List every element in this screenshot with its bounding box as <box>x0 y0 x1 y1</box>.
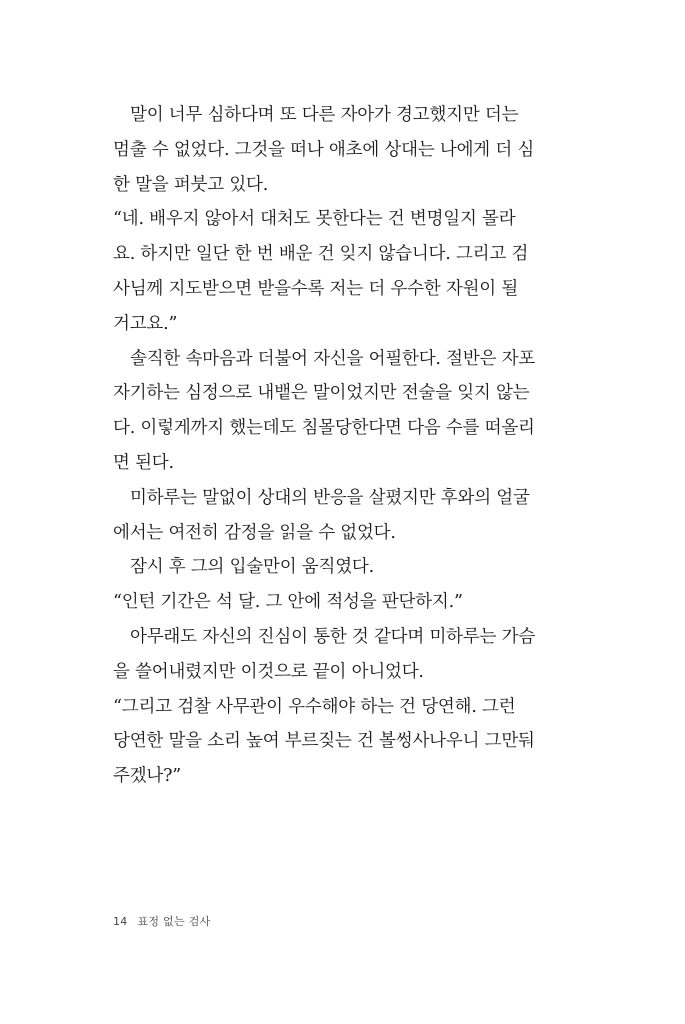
text-line: “인턴 기간은 석 달. 그 안에 적성을 판단하지.” <box>113 592 463 613</box>
text-line: 주겠나?” <box>113 766 182 787</box>
text-line: 말이 너무 심하다며 또 다른 자아가 경고했지만 더는 <box>130 105 519 125</box>
text-line: 미하루는 말없이 상대의 반응을 살폈지만 후와의 얼굴 <box>130 487 530 508</box>
text-line: 멈출 수 없었다. 그것을 떠나 애초에 상대는 나에게 더 심 <box>113 139 535 160</box>
text-line: 당연한 말을 소리 높여 부르짖는 건 볼썽사나우니 그만둬 <box>113 731 535 752</box>
text-line: 잠시 후 그의 입술만이 움직였다. <box>130 557 374 578</box>
text-line: 에서는 여전히 감정을 읽을 수 없었다. <box>113 522 396 543</box>
text-line: 요. 하지만 일단 한 번 배운 건 잊지 않습니다. 그리고 검 <box>113 244 529 265</box>
text-line: 면 된다. <box>113 452 174 473</box>
text-line: 다. 이렇게까지 했는데도 침몰당한다면 다음 수를 떠올리 <box>113 418 535 439</box>
text-line: 거고요.” <box>113 313 178 334</box>
book-title: 표정 없는 검사 <box>137 915 211 928</box>
page-number: 14 <box>113 915 128 928</box>
text-line: “네. 배우지 않아서 대처도 못한다는 건 변명일지 몰라 <box>113 209 516 230</box>
text-line: 솔직한 속마음과 더불어 자신을 어필한다. 절반은 자포 <box>130 348 536 369</box>
text-line: 자기하는 심정으로 내뱉은 말이었지만 전술을 잊지 않는 <box>113 383 530 404</box>
body-text <box>113 98 583 794</box>
text-line: “그리고 검찰 사무관이 우수해야 하는 건 당연해. 그런 <box>113 696 516 717</box>
page-footer <box>113 913 211 929</box>
text-line: 아무래도 자신의 진심이 통한 것 같다며 미하루는 가슴 <box>130 626 536 647</box>
text-line: 사님께 지도받으면 받을수록 저는 더 우수한 자원이 될 <box>113 278 519 299</box>
text-line: 을 쓸어내렸지만 이것으로 끝이 아니었다. <box>113 661 424 682</box>
text-line: 한 말을 퍼붓고 있다. <box>113 174 269 195</box>
